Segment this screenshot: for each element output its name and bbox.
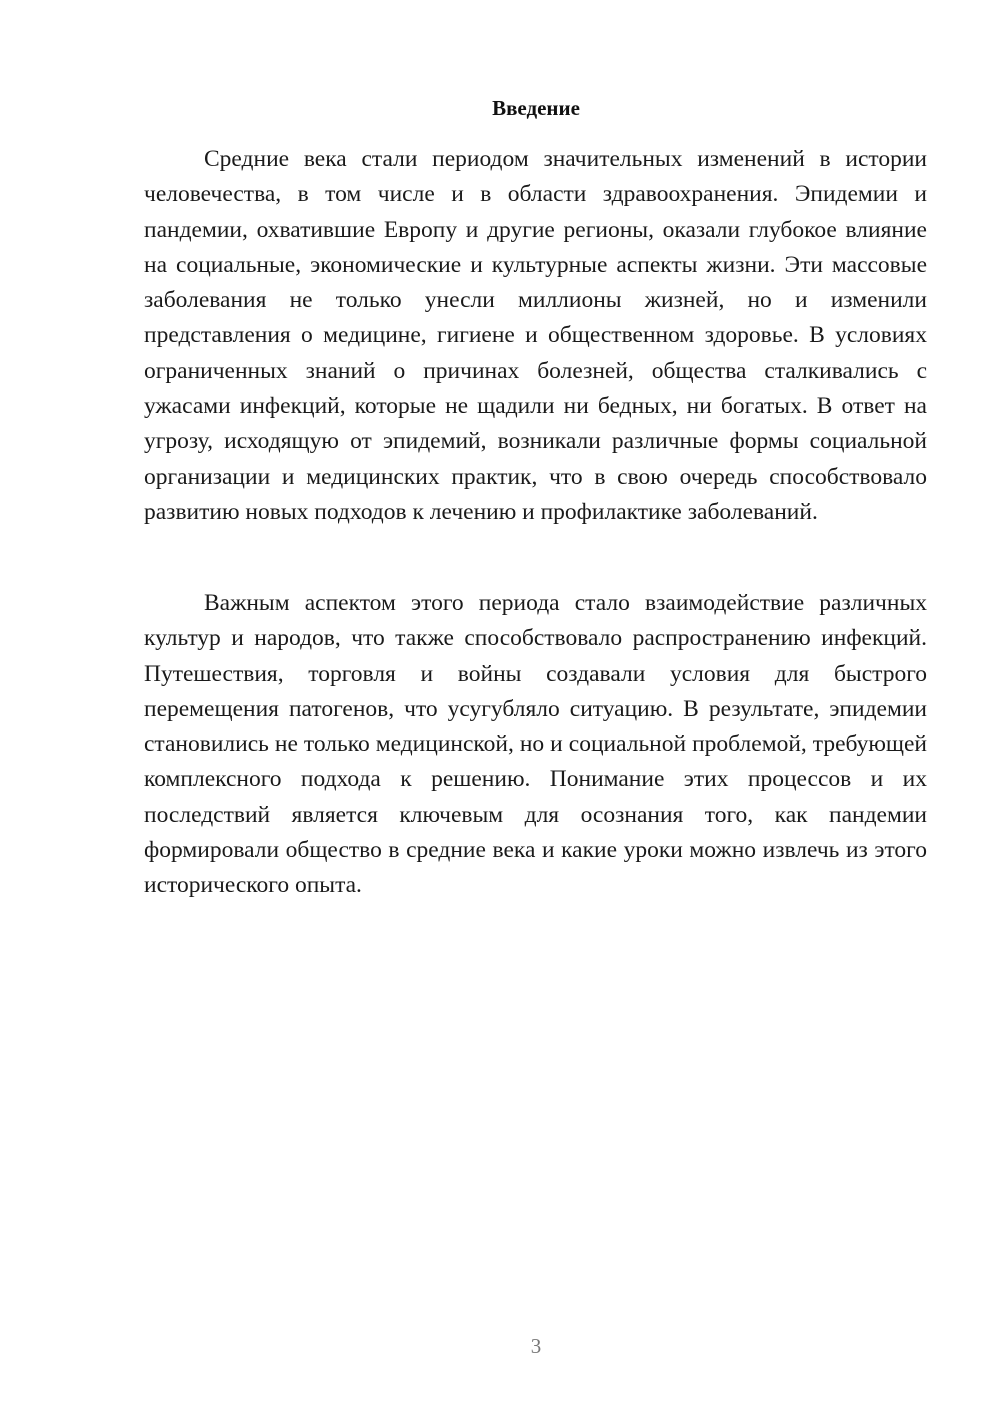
page-number: 3 [530,1334,542,1358]
section-heading: Введение [492,96,580,120]
paragraph-text: Средние века стали периодом значительных изменений в истории человечества, в том числе и в области здравоохранения. Эпидемии и пандемии, охватившие Европу и другие регионы, оказали глубокое влияние на социальные, экономические и культурные аспекты жизни. Эти массовые заболевания не только унесли миллионы жизней, но и изменили представления о медицине, гигиене и общественном здоровье. В условиях ограниченных знаний о причинах болезней, общества сталкивались с ужасами инфекций, которые не щадили ни бедных, ни богатых. В ответ на угрозу, исходящую от эпидемий, возникали различные формы социальной организации и медицинских практик, что в свою очередь способствовало развитию новых подходов к лечению и профилактике заболеваний. [144,146,927,525]
body-paragraph-2 [144,586,927,904]
paragraph-text: Важным аспектом этого периода стало взаимодействие различных культур и народов, что также способствовало распространению инфекций. Путешествия, торговля и войны создавали условия для быстрого перемещения патогенов, что усугубляло ситуацию. В результате, эпидемии становились не только медицинской, но и социальной проблемой, требующей комплексного подхода к решению. Понимание этих процессов и их последствий является ключевым для осознания того, как пандемии формировали общество в средние века и какие уроки можно извлечь из этого исторического опыта. [144,590,927,899]
body-paragraph-1 [144,142,927,530]
